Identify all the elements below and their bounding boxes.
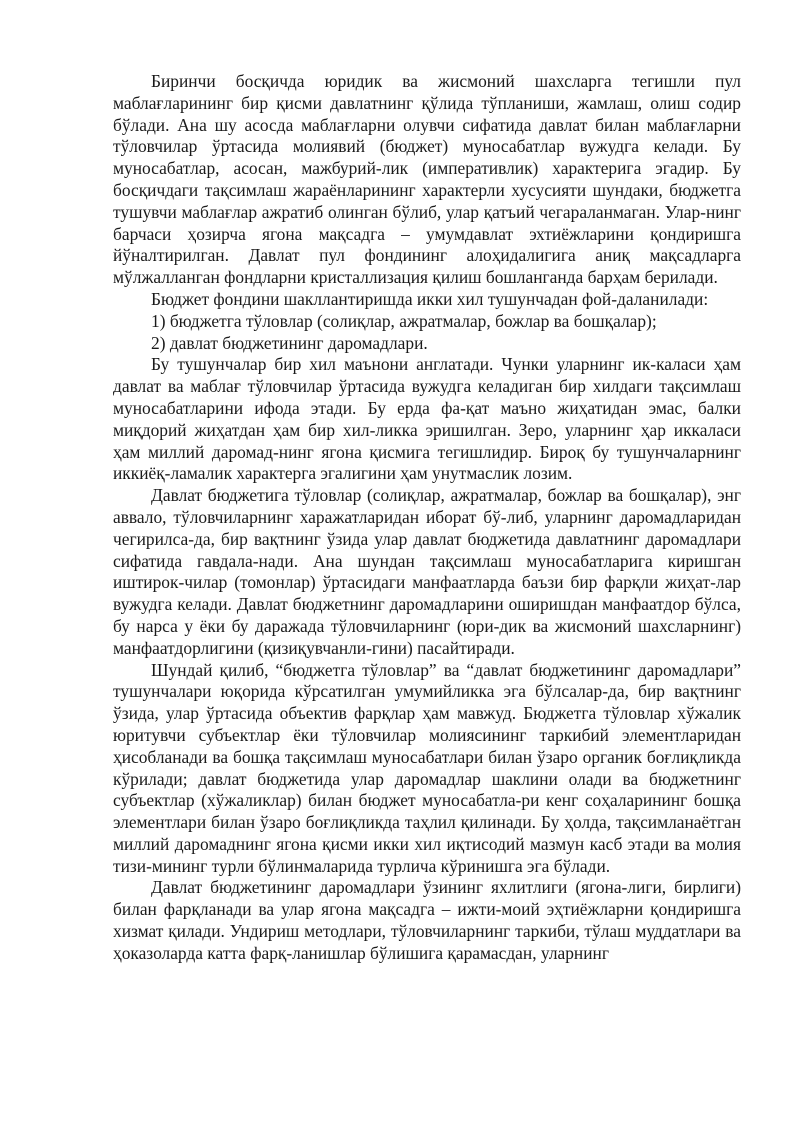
paragraph-revenue-unity: Давлат бюджетининг даромадлари ўзининг яхлитлиги (ягона-лиги, бирлиги) билан фарқланади ва улар ягона мақсадга – ижти-моий эҳтиёжларни қондиришга хизмат қилади. Ундириш методлари, тўловчиларнинг таркиби, тўлаш муддатлари ва ҳоказоларда катта фарқ-ланишлар бўлишига қарамасдан, уларнинг [113,877,741,963]
list-item-budget-revenues: 2) давлат бюджетининг даромадлари. [151,332,428,353]
paragraph-payments-to-budget: Давлат бюджетига тўловлар (солиқлар, ажратмалар, божлар ва бошқалар), энг аввало, тўловчиларнинг харажатларидан иборат бў-либ, уларнинг даромадларидан чегирилса-да, бир вақтнинг ўзида улар давлат бюджетида давлатнинг даромадлари сифатида гавдала-нади. Ана шундан тақсимлаш муносабатларига киришган иштирок-чилар (томонлар) ўртасидаги манфаатларда баъзи бир фарқли жиҳат-лар вужудга келади. Давлат бюджетнинг даромадларини оширишдан манфаатдор бўлса, бу нарса у ёки бу даражада тўловчиларнинг (юри-дик ва жисмоний шахсларнинг) манфаатдорлигини (қизиқувчанли-гини) пасайтиради. [113,485,741,658]
document-page [113,71,741,965]
paragraph-objective-differences: Шундай қилиб, “бюджетга тўловлар” ва “давлат бюджетининг даромадлари” тушунчалари юқорида кўрсатилган умумийликка эга бўлсалар-да, бир вақтнинг ўзида, улар ўртасида объектив фарқлар ҳам мавжуд. Бюджетга тўловлар хўжалик юритувчи субъектлар ёки тўловчилар молиясининг таркибий элементларидан ҳисобланади ва бошқа тақсимлаш муносабатлари билан ўзаро органик боғлиқликда кўрилади; давлат бюджетида улар даромадлар шаклини олади ва бюджетнинг субъектлар (хўжаликлар) билан бюджет муносабатла-ри кенг соҳаларининг бошқа элементлари билан ўзаро боғлиқликда таҳлил қилинади. Бу ҳолда, тақсимланаётган миллий даромаднинг ягона қисми икки хил иқтисодий мазмун касб этади ва молия тизи-мининг турли бўлинмаларида турлича кўринишга эга бўлади. [113,659,741,876]
paragraph-first-stage: Биринчи босқичда юридик ва жисмоний шахсларга тегишли пул маблағларининг бир қисми давлатнинг қўлида тўпланиши, жамлаш, олиш содир бўлади. Ана шу асосда маблағларни олувчи сифатида давлат билан маблағларни тўловчилар ўртасида молиявий (бюджет) муносабатлар вужудга келади. Бу муносабатлар, асосан, мажбурий-лик (императивлик) характерига эгадир. Бу босқичдаги тақсимлаш жараёнларининг характерли хусусияти шундаки, бюджетга тушувчи маблағлар ажратиб олинган бўлиб, улар қатъий чегараланмаган. Улар-нинг барчаси ҳозирча ягона мақсадга – умумдавлат эхтиёжларини қондиришга йўналтирилган. Давлат пул фондининг алоҳидалигига аниқ мақсадларга мўлжалланган фондларни кристаллизация қилиш бошланганда барҳам берилади. [113,71,741,288]
list-item-budget-payments: 1) бюджетга тўловлар (солиқлар, ажратмалар, божлар ва бошқалар); [151,310,657,331]
paragraph-budget-fund-concepts: Бюджет фондини шакллантиришда икки хил тушунчадан фой-даланилади: [151,288,709,309]
paragraph-same-meaning: Бу тушунчалар бир хил маънони англатади. Чунки уларнинг ик-каласи ҳам давлат ва маблағ тўловчилар ўртасида вужудга келадиган бир хилдаги тақсимлаш муносабатларини ифода этади. Бу ерда фа-қат маъно жиҳатидан эмас, балки миқдорий жиҳатдан ҳам бир хил-ликка эришилган. Зеро, уларнинг ҳар иккаласи ҳам миллий даромад-нинг ягона қисмига тегишлидир. Бироқ бу тушунчаларнинг иккиёқ-ламалик характерга эгалигини ҳам унутмаслик лозим. [113,354,741,484]
